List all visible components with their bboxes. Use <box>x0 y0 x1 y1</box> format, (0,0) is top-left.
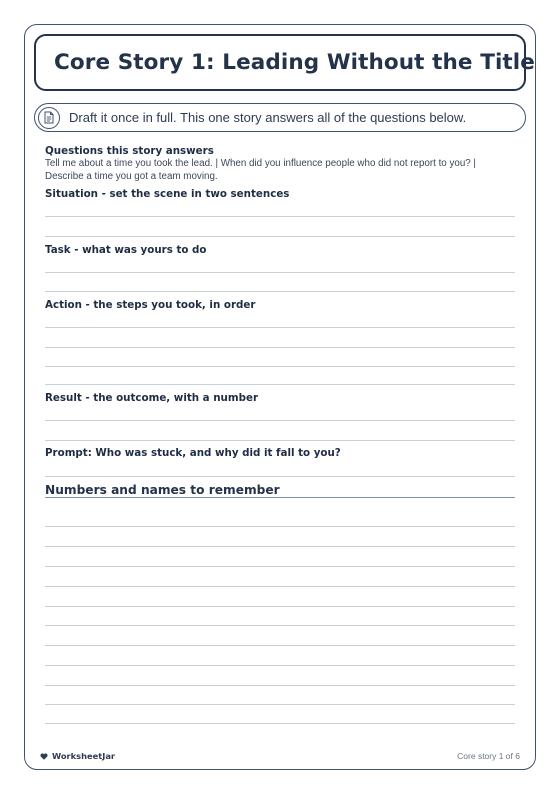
action-writing-line[interactable] <box>45 347 515 348</box>
notes-writing-line[interactable] <box>45 704 515 705</box>
notes-writing-line[interactable] <box>45 645 515 646</box>
notes-heading-rule <box>45 497 515 498</box>
notes-writing-line[interactable] <box>45 625 515 626</box>
notes-writing-line[interactable] <box>45 723 515 724</box>
action-label: Action - the steps you took, in order <box>45 299 256 311</box>
questions-list: Tell me about a time you took the lead. | When did you influence people who did not report to you? | Describe a time you got a team moving. <box>45 158 476 182</box>
situation-writing-line[interactable] <box>45 236 515 237</box>
notes-writing-line[interactable] <box>45 606 515 607</box>
notes-writing-line[interactable] <box>45 586 515 587</box>
notes-writing-line[interactable] <box>45 526 515 527</box>
result-writing-line[interactable] <box>45 420 515 421</box>
action-writing-line[interactable] <box>45 384 515 385</box>
task-writing-line[interactable] <box>45 291 515 292</box>
document-icon <box>38 107 60 129</box>
prompt-label: Prompt: Who was stuck, and why did it fall to you? <box>45 447 341 459</box>
brand-name: WorksheetJar <box>52 751 116 761</box>
task-writing-line[interactable] <box>45 272 515 273</box>
notes-writing-line[interactable] <box>45 546 515 547</box>
page-indicator: Core story 1 of 6 <box>457 751 520 761</box>
heart-icon <box>40 753 48 760</box>
situation-writing-line[interactable] <box>45 216 515 217</box>
notes-writing-line[interactable] <box>45 685 515 686</box>
instruction-banner <box>34 103 526 132</box>
title-box <box>34 34 535 91</box>
task-label: Task - what was yours to do <box>45 244 207 256</box>
questions-block <box>45 145 517 183</box>
notes-heading: Numbers and names to remember <box>45 483 280 497</box>
notes-writing-line[interactable] <box>45 665 515 666</box>
action-writing-line[interactable] <box>45 327 515 328</box>
situation-label: Situation - set the scene in two sentences <box>45 188 290 200</box>
result-label: Result - the outcome, with a number <box>45 392 259 404</box>
footer-brand <box>40 751 115 761</box>
page-title: Core Story 1: Leading Without the Title <box>54 50 535 75</box>
prompt-writing-line[interactable] <box>45 476 515 477</box>
questions-heading: Questions this story answers <box>45 145 214 157</box>
action-writing-line[interactable] <box>45 366 515 367</box>
instruction-text: Draft it once in full. This one story answers all of the questions below. <box>69 110 467 125</box>
result-writing-line[interactable] <box>45 440 515 441</box>
notes-writing-line[interactable] <box>45 566 515 567</box>
